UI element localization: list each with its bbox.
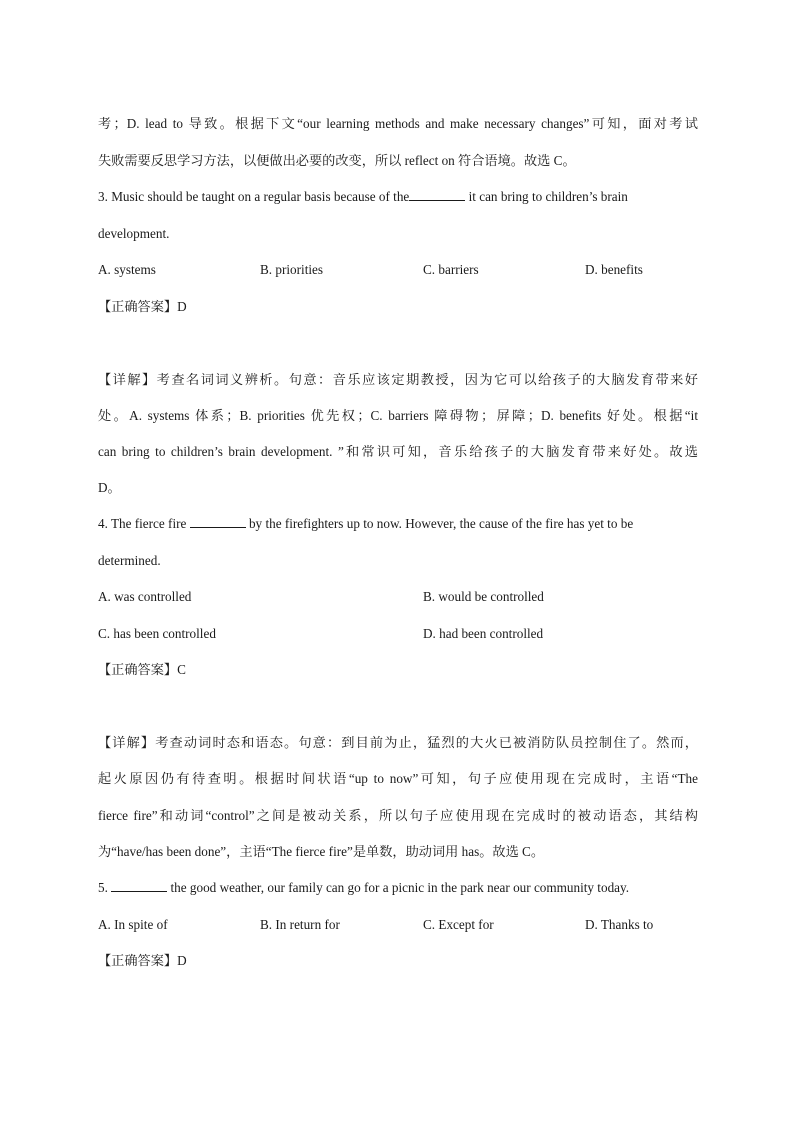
q5-stem-part-2: the good weather, our family can go for a picnic in the park near our community today. [167, 880, 630, 895]
q5-stem-part-1: 5. [98, 880, 112, 895]
q5-blank [111, 879, 167, 892]
q3-option-d: D. benefits [585, 262, 643, 277]
q5-option-a: A. In spite of [98, 917, 168, 932]
q4-option-d: D. had been controlled [423, 626, 544, 641]
q4-option-c: C. has been controlled [98, 626, 216, 641]
q3-answer: 【正确答案】D [98, 299, 187, 314]
document-page [98, 0, 698, 1123]
q4-stem-part-2: by the firefighters up to now. However, the cause of the fire has yet to be [245, 516, 634, 531]
q5-stem-line-1 [98, 878, 698, 898]
q4-explanation-line-1: 【详解】考查动词时态和语态。句意：到目前为止，猛烈的大火已被消防队员控制住了。然而， [98, 735, 698, 750]
q3-blank [409, 188, 465, 201]
q2-explanation-line-1: 考；D. lead to 导致。根据下文“our learning methods and make necessary changes”可知，面对考试 [98, 116, 698, 131]
q4-blank [190, 515, 246, 528]
q3-stem-line-2: development. [98, 226, 170, 241]
q4-option-b: B. would be controlled [423, 589, 544, 604]
q3-option-b: B. priorities [260, 262, 324, 277]
q3-stem-part-1: 3. Music should be taught on a regular basis because of the [98, 189, 410, 204]
q5-option-b: B. In return for [260, 917, 340, 932]
q4-explanation-line-4: 为“have/has been done”，主语“The fierce fire”是单数，助动词用 has。故选 C。 [98, 844, 545, 859]
q4-stem-part-1: 4. The fierce fire [98, 516, 190, 531]
q5-answer: 【正确答案】D [98, 953, 187, 968]
q3-stem-line-1 [98, 187, 698, 207]
q3-explanation-line-3: can bring to children’s brain development. ”和常识可知，音乐给孩子的大脑发育带来好处。故选 [98, 444, 698, 459]
q5-option-c: C. Except for [423, 917, 494, 932]
q4-explanation-line-2: 起火原因仍有待查明。根据时间状语“up to now”可知，句子应使用现在完成时，主语“The [98, 771, 698, 786]
q3-explanation-line-4: D。 [98, 480, 121, 495]
q3-explanation-line-2: 处。A. systems 体系；B. priorities 优先权；C. barriers 障碍物；屏障；D. benefits 好处。根据“it [98, 408, 698, 423]
q5-option-d: D. Thanks to [585, 917, 654, 932]
q3-explanation-line-1: 【详解】考查名词词义辨析。句意：音乐应该定期教授，因为它可以给孩子的大脑发育带来好 [98, 372, 698, 387]
q4-explanation-line-3: fierce fire”和动词“control”之间是被动关系，所以句子应使用现在完成时的被动语态，其结构 [98, 808, 698, 823]
q3-option-a: A. systems [98, 262, 156, 277]
q4-answer: 【正确答案】C [98, 662, 186, 677]
q4-stem-line-2: determined. [98, 553, 161, 568]
q4-option-a: A. was controlled [98, 589, 192, 604]
q2-explanation-line-2: 失败需要反思学习方法，以便做出必要的改变，所以 reflect on 符合语境。故选 C。 [98, 153, 576, 168]
q3-option-c: C. barriers [423, 262, 479, 277]
q3-stem-part-2: it can bring to children’s brain [465, 189, 628, 204]
q4-stem-line-1 [98, 514, 698, 534]
